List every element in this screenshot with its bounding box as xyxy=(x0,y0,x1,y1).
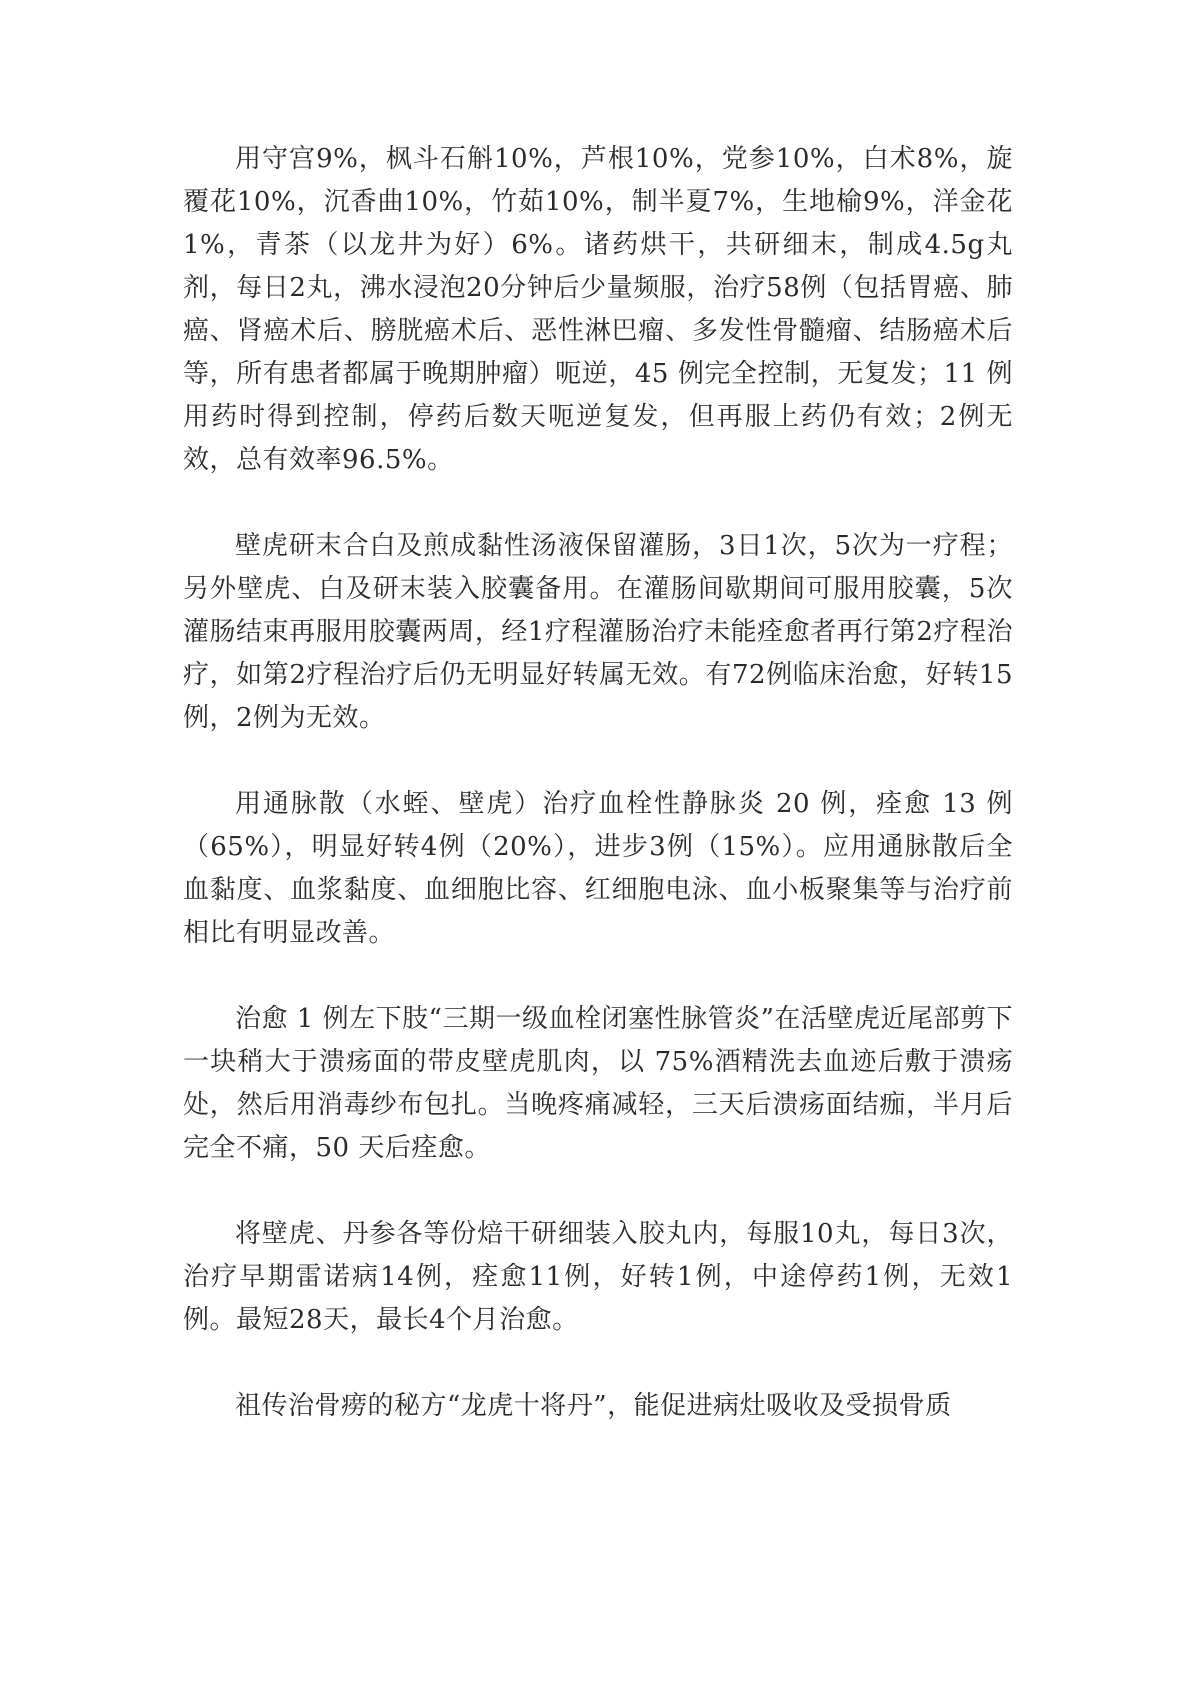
paragraph-raynaud-disease: 将壁虎、丹参各等份焙干研细装入胶丸内，每服10丸，每日3次，治疗早期雷诺病14例，痊愈11例，好转1例，中途停药1例，无效1例。最短28天，最长4个月治愈。 xyxy=(183,1219,1013,1335)
paragraph-bone-tuberculosis-recipe: 祖传治骨痨的秘方“龙虎十将丹”，能促进病灶吸收及受损骨质 xyxy=(235,1391,952,1421)
paragraph-gecko-enema: 壁虎研末合白及煎成黏性汤液保留灌肠，3日1次，5次为一疗程；另外壁虎、白及研末装入胶囊备用。在灌肠间歇期间可服用胶囊，5次灌肠结束再服用胶囊两周，经1疗程灌肠治疗未能痊愈者再行第2疗程治疗，如第2疗程治疗后仍无明显好转属无效。有72例临床治愈，好转15例，2例为无效。 xyxy=(183,531,1013,733)
document-body xyxy=(183,138,1013,1428)
paragraph-thromboangiitis-case: 治愈 1 例左下肢“三期一级血栓闭塞性脉管炎”在活壁虎近尾部剪下一块稍大于溃疡面的带皮壁虎肌肉，以 75%酒精洗去血迹后敷于溃疡处，然后用消毒纱布包扎。当晚疼痛减轻，三天后溃疡面结痂，半月后完全不痛，50 天后痊愈。 xyxy=(183,1004,1013,1163)
paragraph-shougong-hiccup: 用守宫9%，枫斗石斛10%，芦根10%，党参10%，白术8%，旋覆花10%，沉香曲10%，竹茹10%，制半夏7%，生地榆9%，洋金花1%，青茶（以龙井为好）6%。诸药烘干，共研细末，制成4.5g丸剂，每日2丸，沸水浸泡20分钟后少量频服，治疗58例（包括胃癌、肺癌、肾癌术后、膀胱癌术后、恶性淋巴瘤、多发性骨髓瘤、结肠癌术后等，所有患者都属于晚期肿瘤）呃逆，45 例完全控制，无复发；11 例用药时得到控制，停药后数天呃逆复发，但再服上药仍有效；2例无效，总有效率96.5%。 xyxy=(183,144,1013,475)
paragraph-tongmai-powder: 用通脉散（水蛭、壁虎）治疗血栓性静脉炎 20 例，痊愈 13 例（65%），明显好转4例（20%），进步3例（15%）。应用通脉散后全血黏度、血浆黏度、血细胞比容、红细胞电泳、血小板聚集等与治疗前相比有明显改善。 xyxy=(183,789,1013,948)
